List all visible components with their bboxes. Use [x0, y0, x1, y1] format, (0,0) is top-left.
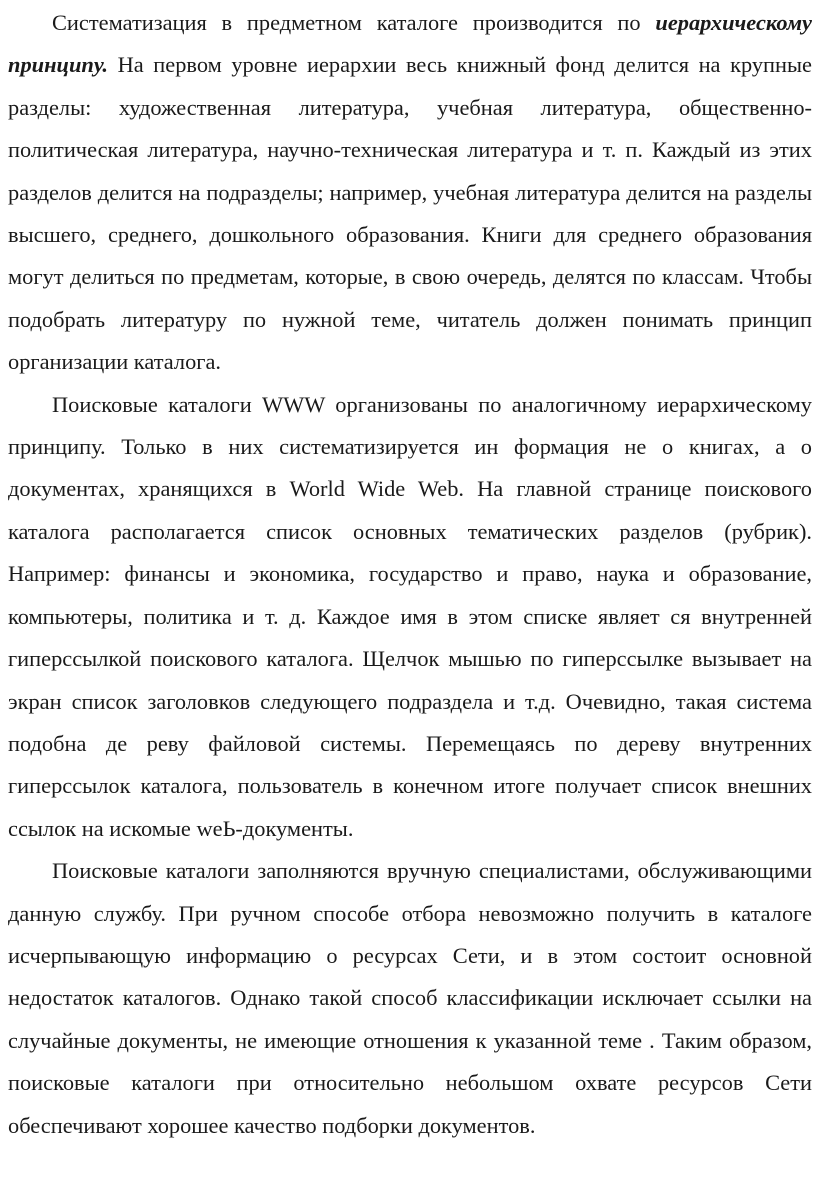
paragraph-hierarchy	[8, 2, 812, 384]
paragraph-1-rest-text: На первом уровне иерархии весь книжный фонд делится на крупные разделы: художественная литература, учебная литература, общественно-политическая литература, научно-техническая литература и т. п. Каждый из этих разделов делится на подразделы; например, учебная литература делится на разделы высшего, среднего, дошкольного образования. Книги для среднего образования могут делиться по предметам, которые, в свою очередь, делятся по классам. Чтобы подобрать литературу по нужной теме, читатель должен понимать принцип организации каталога.	[8, 52, 812, 375]
paragraph-manual-filling: Поисковые каталоги заполняются вручную специалистами, обслуживающими данную службу. При ручном способе отбора невозможно получить в каталоге исчерпывающую информацию о ресурсах Сети, и в этом состоит основной недостаток каталогов. Однако такой способ классификации исключает ссылки на случайные документы, не имеющие отношения к указанной теме . Таким образом, поисковые каталоги при относительно небольшом охвате ресурсов Сети обеспечивают хорошее качество подборки документов.	[8, 858, 812, 1138]
paragraph-1-lead-text: Систематизация в предметном каталоге производится по	[52, 10, 656, 35]
document-page	[8, 2, 812, 1147]
paragraph-www-catalogs: Поисковые каталоги WWW организованы по аналогичному иерархическому принципу. Только в них систематизируется ин формация не о книгах, а о документах, хранящихся в World Wide Web. На главной странице поискового каталога располагается список основных тематических разделов (рубрик). Например: финансы и экономика, государство и право, наука и образование, компьютеры, политика и т. д. Каждое имя в этом списке являет ся внутренней гиперссылкой поискового каталога. Щелчок мышью по гиперссылке вызывает на экран список заголовков следующего подраздела и т.д. Очевидно, такая система подобна де реву файловой системы. Перемещаясь по дереву внутренних гиперссылок каталога, пользователь в конечном итоге получает список внешних ссылок на искомые weЬ-документы.	[8, 391, 812, 841]
paragraph-1-emphasis: иерархическому принципу.	[8, 10, 812, 78]
